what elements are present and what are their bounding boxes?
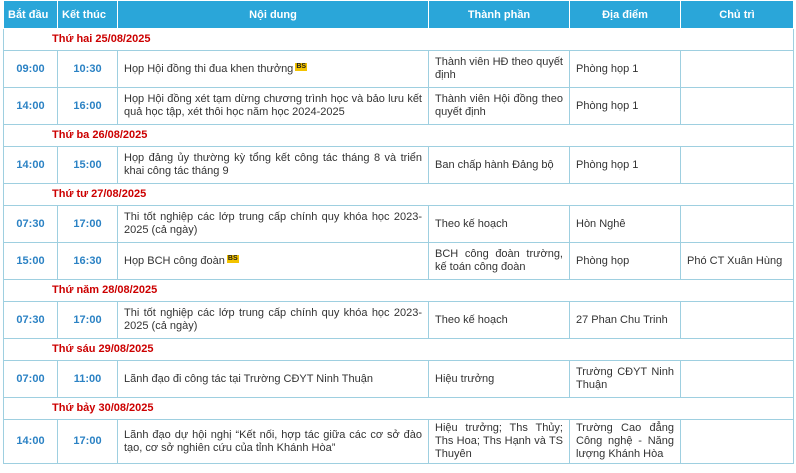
event-content: Lãnh đạo đi công tác tại Trường CĐYT Ninh Thuận xyxy=(124,372,373,385)
event-row xyxy=(4,147,794,184)
event-content-cell xyxy=(118,243,429,280)
event-content-cell xyxy=(118,51,429,88)
event-members: Thành viên HĐ theo quyết định xyxy=(429,51,570,88)
event-end: 15:00 xyxy=(58,147,118,184)
event-row xyxy=(4,243,794,280)
day-label: Thứ năm 28/08/2025 xyxy=(4,280,794,302)
event-content: Lãnh đạo dự hội nghị “Kết nối, hợp tác giữa các cơ sở đào tạo, cơ sở nghiên cứu của tỉnh Khánh Hòa” xyxy=(124,428,422,454)
col-header-end: Kết thúc xyxy=(58,1,118,29)
event-row xyxy=(4,302,794,339)
event-start: 07:30 xyxy=(4,206,58,243)
bs-badge: BS xyxy=(227,254,238,262)
event-location: Hòn Nghê xyxy=(570,206,681,243)
event-members: Thành viên Hội đồng theo quyết định xyxy=(429,88,570,125)
event-host xyxy=(681,147,794,184)
day-label: Thứ tư 27/08/2025 xyxy=(4,184,794,206)
event-start: 07:00 xyxy=(4,361,58,398)
event-end: 17:00 xyxy=(58,302,118,339)
event-location: Trường Cao đẳng Công nghệ - Năng lượng Khánh Hòa xyxy=(570,420,681,464)
event-start: 15:00 xyxy=(4,243,58,280)
bs-badge: BS xyxy=(296,62,307,70)
day-row xyxy=(4,398,794,420)
event-content-cell xyxy=(118,302,429,339)
event-host: Phó CT Xuân Hùng xyxy=(681,243,794,280)
col-header-location: Địa điểm xyxy=(570,1,681,29)
event-content-cell xyxy=(118,147,429,184)
event-location: Phòng họp 1 xyxy=(570,51,681,88)
event-start: 07:30 xyxy=(4,302,58,339)
event-content: Thi tốt nghiệp các lớp trung cấp chính quy khóa học 2023-2025 (cả ngày) xyxy=(124,211,422,236)
event-location: Trường CĐYT Ninh Thuận xyxy=(570,361,681,398)
event-row xyxy=(4,51,794,88)
day-label: Thứ sáu 29/08/2025 xyxy=(4,339,794,361)
schedule-table xyxy=(3,0,794,464)
event-end: 16:00 xyxy=(58,88,118,125)
col-header-host: Chủ trì xyxy=(681,1,794,29)
event-content: Họp BCH công đoàn xyxy=(124,254,225,267)
day-label: Thứ ba 26/08/2025 xyxy=(4,125,794,147)
event-members: Theo kế hoạch xyxy=(429,206,570,243)
col-header-content: Nội dung xyxy=(118,1,429,29)
event-start: 14:00 xyxy=(4,88,58,125)
day-row xyxy=(4,280,794,302)
event-row xyxy=(4,88,794,125)
event-content-cell xyxy=(118,206,429,243)
event-content-cell xyxy=(118,420,429,464)
event-members: BCH công đoàn trường, kế toán công đoàn xyxy=(429,243,570,280)
event-end: 11:00 xyxy=(58,361,118,398)
event-members: Hiệu trưởng xyxy=(429,361,570,398)
day-row xyxy=(4,29,794,51)
event-members: Ban chấp hành Đảng bộ xyxy=(429,147,570,184)
day-row xyxy=(4,339,794,361)
event-end: 17:00 xyxy=(58,420,118,464)
event-members: Hiệu trưởng; Ths Thủy; Ths Hoa; Ths Hạnh và TS Thuyên xyxy=(429,420,570,464)
day-label: Thứ hai 25/08/2025 xyxy=(4,29,794,51)
schedule-body xyxy=(4,29,794,464)
day-label: Thứ bảy 30/08/2025 xyxy=(4,398,794,420)
event-host xyxy=(681,302,794,339)
event-host xyxy=(681,88,794,125)
table-header xyxy=(4,1,794,29)
col-header-members: Thành phần xyxy=(429,1,570,29)
event-members: Theo kế hoạch xyxy=(429,302,570,339)
col-header-start: Bắt đầu xyxy=(4,1,58,29)
event-end: 17:00 xyxy=(58,206,118,243)
event-content: Họp đảng ủy thường kỳ tổng kết công tác tháng 8 và triển khai công tác tháng 9 xyxy=(124,152,422,177)
event-location: Phòng họp xyxy=(570,243,681,280)
event-start: 09:00 xyxy=(4,51,58,88)
event-content: Thi tốt nghiệp các lớp trung cấp chính quy khóa học 2023-2025 (cả ngày) xyxy=(124,307,422,332)
event-host xyxy=(681,361,794,398)
event-location: Phòng họp 1 xyxy=(570,147,681,184)
event-content-cell xyxy=(118,361,429,398)
day-row xyxy=(4,184,794,206)
event-host xyxy=(681,420,794,464)
event-content: Họp Hội đồng thi đua khen thưởng xyxy=(124,62,294,75)
event-end: 16:30 xyxy=(58,243,118,280)
event-location: Phòng họp 1 xyxy=(570,88,681,125)
event-row xyxy=(4,420,794,464)
event-content: Họp Hội đồng xét tạm dừng chương trình học và bảo lưu kết quả học tập, xét thôi học năm học 2024-2025 xyxy=(124,93,422,118)
event-row xyxy=(4,361,794,398)
event-location: 27 Phan Chu Trinh xyxy=(570,302,681,339)
day-row xyxy=(4,125,794,147)
event-start: 14:00 xyxy=(4,420,58,464)
event-host xyxy=(681,51,794,88)
event-row xyxy=(4,206,794,243)
event-end: 10:30 xyxy=(58,51,118,88)
event-start: 14:00 xyxy=(4,147,58,184)
event-content-cell xyxy=(118,88,429,125)
event-host xyxy=(681,206,794,243)
